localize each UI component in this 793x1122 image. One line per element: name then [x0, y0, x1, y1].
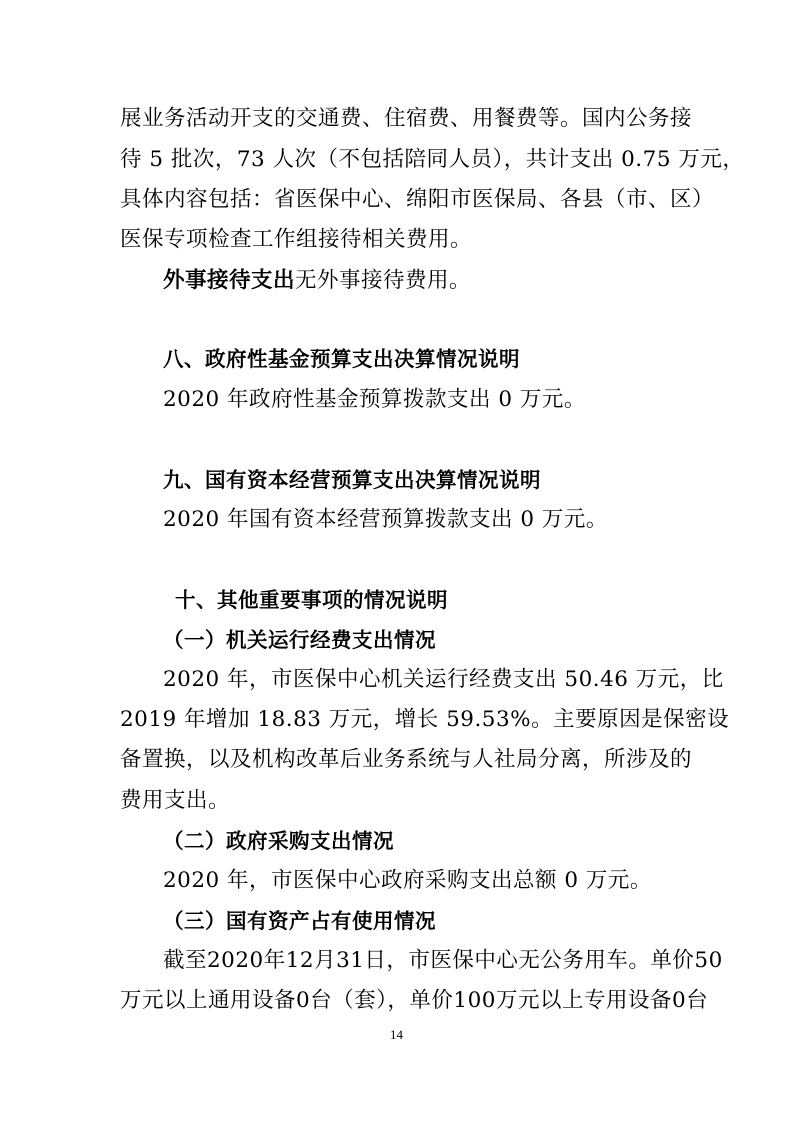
subsection-2-heading: （二）政府采购支出情况: [163, 829, 394, 853]
paragraph-line: 备置换，以及机构改革后业务系统与人社局分离，所涉及的: [120, 747, 693, 772]
subsection-2-text: 2020 年，市医保中心政府采购支出总额 0 万元。: [163, 868, 652, 893]
foreign-reception-text: 无外事接待费用。: [295, 268, 472, 293]
paragraph-line: 2019 年增加 18.83 万元，增长 59.53%。主要原因是保密设: [120, 707, 730, 732]
paragraph-line: 待 5 批次，73 人次（不包括陪同人员），共计支出 0.75 万元，: [120, 147, 745, 172]
paragraph-line: 具体内容包括：省医保中心、绵阳市医保局、各县（市、区）: [120, 187, 715, 212]
paragraph-line: 医保专项检查工作组接待相关费用。: [120, 227, 473, 252]
section-8-heading: 八、政府性基金预算支出决算情况说明: [163, 347, 520, 371]
section-10-heading: 十、其他重要事项的情况说明: [175, 588, 448, 612]
paragraph-line: 费用支出。: [120, 788, 231, 813]
foreign-reception-paragraph: [163, 266, 471, 296]
section-8-text: 2020 年政府性基金预算拨款支出 0 万元。: [163, 387, 586, 412]
page-number: 14: [390, 1027, 403, 1042]
section-9-text: 2020 年国有资本经营预算拨款支出 0 万元。: [163, 507, 608, 532]
foreign-reception-label: 外事接待支出: [163, 268, 296, 293]
section-9-heading: 九、国有资本经营预算支出决算情况说明: [163, 468, 541, 492]
subsection-1-heading: （一）机关运行经费支出情况: [163, 628, 436, 652]
paragraph-line: 2020 年，市医保中心机关运行经费支出 50.46 万元，比: [163, 667, 724, 692]
subsection-3-heading: （三）国有资产占有使用情况: [163, 909, 436, 933]
paragraph-line: 万元以上通用设备0台（套），单价100万元以上专用设备0台: [120, 988, 709, 1013]
paragraph-line: 截至2020年12月31日，市医保中心无公务用车。单价50: [163, 948, 723, 973]
paragraph-line: 展业务活动开支的交通费、住宿费、用餐费等。国内公务接: [120, 106, 693, 131]
